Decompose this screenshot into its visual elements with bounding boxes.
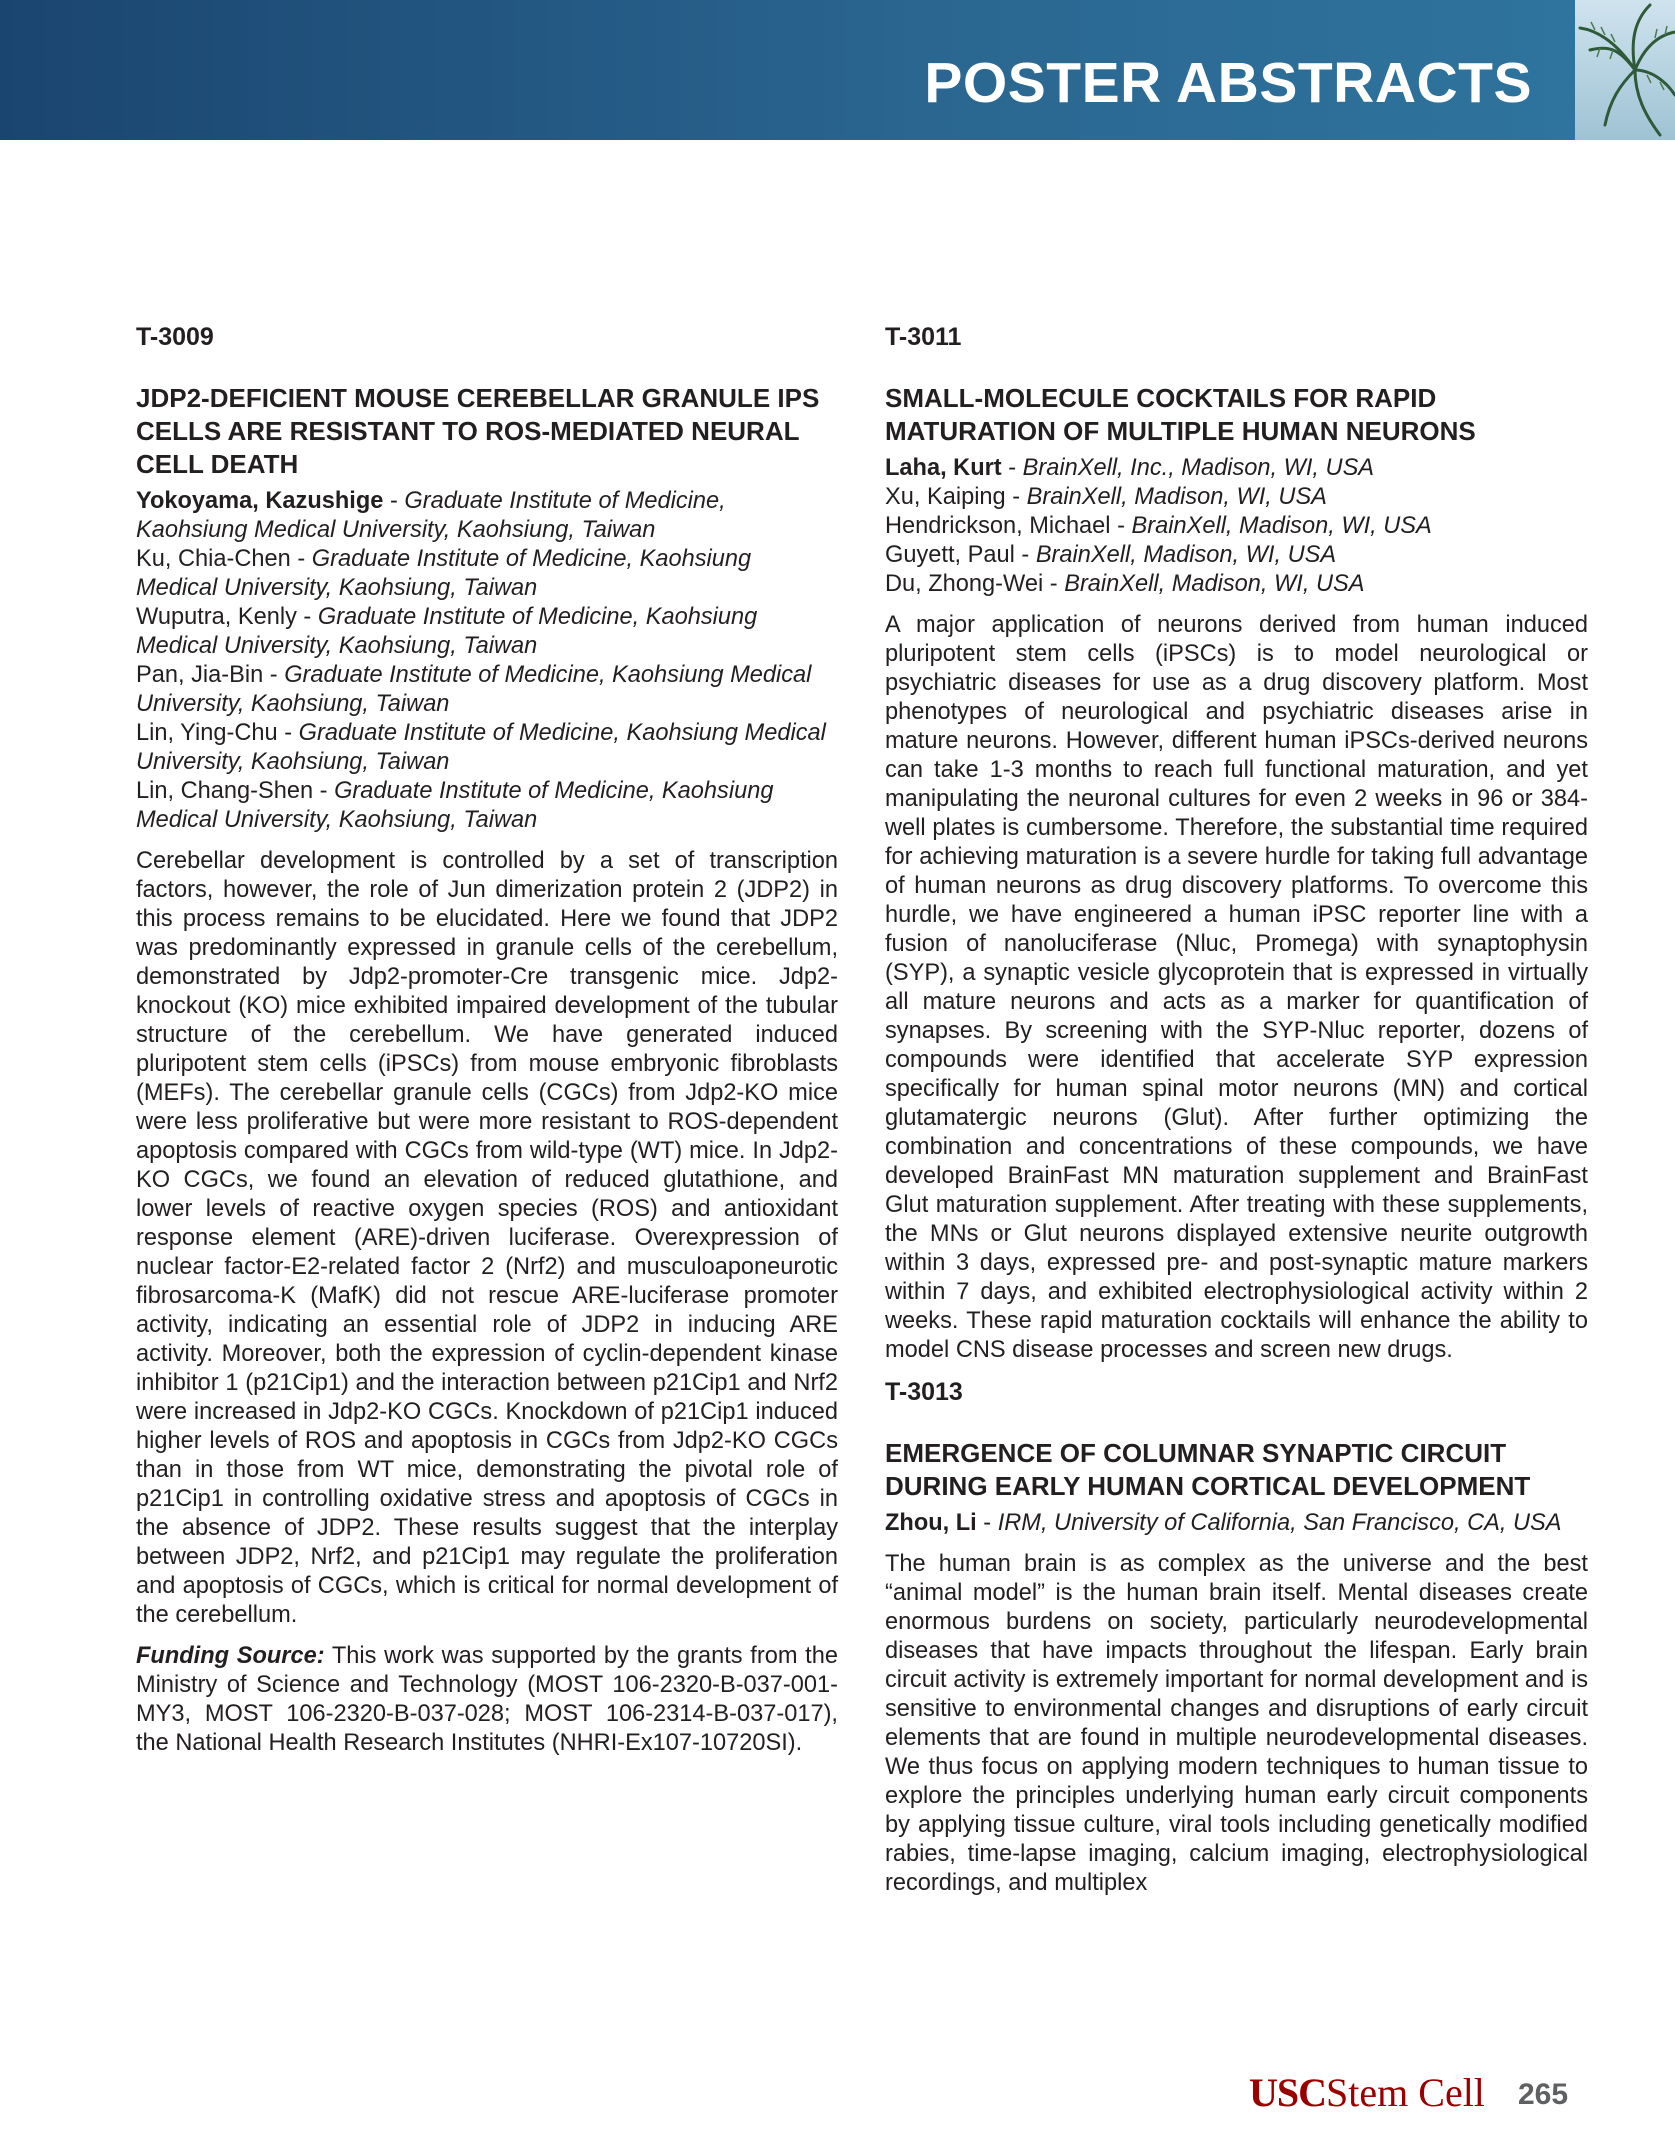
abstract-title: SMALL-MOLECULE COCKTAILS FOR RAPID MATURATION OF MULTIPLE HUMAN NEURONS	[885, 383, 1476, 446]
author-affiliation: BrainXell, Madison, WI, USA	[1131, 513, 1432, 539]
author-list	[136, 487, 838, 835]
author-affiliation: BrainXell, Madison, WI, USA	[1035, 542, 1337, 568]
author-affiliation: Graduate Institute of Medicine, Kaohsiung Medical University, Kaohsiung, Taiwan	[136, 546, 752, 601]
author-name: Xu, Kaiping	[885, 484, 1006, 510]
palm-tree-photo	[1575, 0, 1675, 140]
author-affiliation: BrainXell, Inc., Madison, WI, USA	[1022, 455, 1375, 481]
abstract-body: The human brain is as complex as the universe and the best “animal model” is the human brain itself. Mental diseases create enormous burdens on society, particularly neurodevelopmental diseases that have impacts throughout the lifespan. Early brain circuit activity is extremely important for normal development and is sensitive to environmental changes and disruptions of early circuit elements that are found in multiple neurodevelopmental diseases. We thus focus on applying modern techniques to human tissue to explore the principles underlying human early circuit components by applying tissue culture, viral tools including genetically modified rabies, time-lapse imaging, calcium imaging, electrophysiological recordings, and multiplex	[885, 1551, 1588, 1896]
author-list	[885, 1509, 1588, 1538]
author-affiliation: Graduate Institute of Medicine, Kaohsiung Medical University, Kaohsiung, Taiwan	[136, 778, 774, 833]
abstract-body: A major application of neurons derived from human induced pluripotent stem cells (iPSCs) is to model neurological or psychiatric diseases for use as a drug discovery platform. Most phenotypes of neurological and psychiatric diseases arise in mature neurons. However, different human iPSCs-derived neurons can take 1-3 months to reach full functional maturation, and yet manipulating the neuronal cultures for even 2 weeks in 96 or 384-well plates is cumbersome. Therefore, the substantial time required for achieving maturation is a severe hurdle for taking full advantage of human neurons as drug discovery platforms. To overcome this hurdle, we have engineered a human iPSC reporter line with a fusion of nanoluciferase (Nluc, Promega) with synaptophysin (SYP), a synaptic vesicle glycoprotein that is expressed in virtually all mature neurons and acts as a marker for quantification of synapses. By screening with the SYP-Nluc reporter, dozens of compounds were identified that accelerate SYP expression specifically for human spinal motor neurons (MN) and cortical glutamatergic neurons (Glut). After further optimizing the combination and concentrations of these compounds, we have developed BrainFast MN maturation supplement and BrainFast Glut maturation supplement. After treating with these supplements, the MNs or Glut neurons displayed extensive neurite outgrowth within 3 days, expressed pre- and post-synaptic mature markers within 7 days, and exhibited electrophysiological activity within 2 weeks. These rapid maturation cocktails will enhance the ability to model CNS disease processes and screen new drugs.	[885, 612, 1588, 1363]
author-affiliation: Graduate Institute of Medicine, Kaohsiung Medical University, Kaohsiung, Taiwan	[136, 720, 826, 775]
author-name: Laha, Kurt	[885, 455, 1002, 481]
author-name: Yokoyama, Kazushige	[136, 488, 384, 514]
author-entry: Zhou, Li - IRM, University of California, San Francisco, CA, USA	[885, 1510, 1562, 1536]
author-entry: Xu, Kaiping - BrainXell, Madison, WI, USA	[885, 484, 1327, 510]
author-name: Lin, Ying-Chu	[136, 720, 278, 746]
author-name: Zhou, Li	[885, 1510, 977, 1536]
author-affiliation: BrainXell, Madison, WI, USA	[1064, 571, 1365, 597]
author-affiliation: BrainXell, Madison, WI, USA	[1026, 484, 1327, 510]
author-entry: Du, Zhong-Wei - BrainXell, Madison, WI, USA	[885, 571, 1365, 597]
author-name: Du, Zhong-Wei	[885, 571, 1044, 597]
abstract-body: Cerebellar development is controlled by a set of transcription factors, however, the role of Jun dimerization protein 2 (JDP2) in this process remains to be elucidated. Here we found that JDP2 was predominantly expressed in granule cells of the cerebellum, demonstrated by Jdp2-promoter-Cre transgenic mice. Jdp2-knockout (KO) mice exhibited impaired development of the tubular structure of the cerebellum. We have generated induced pluripotent stem cells (iPSCs) from mouse embryonic fibroblasts (MEFs). The cerebellar granule cells (CGCs) from Jdp2-KO mice were less proliferative but were more resistant to ROS-dependent apoptosis compared with CGCs from wild-type (WT) mice. In Jdp2-KO CGCs, we found an elevation of reduced glutathione, and lower levels of reactive oxygen species (ROS) and antioxidant response element (ARE)-driven luciferase. Overexpression of nuclear factor-E2-related factor 2 (Nrf2) and musculoaponeurotic fibrosarcoma-K (MafK) did not rescue ARE-luciferase promoter activity, indicating an essential role of JDP2 in inducing ARE activity. Moreover, both the expression of cyclin-dependent kinase inhibitor 1 (p21Cip1) and the interaction between p21Cip1 and Nrf2 were increased in Jdp2-KO CGCs. Knockdown of p21Cip1 induced higher levels of ROS and apoptosis in CGCs from Jdp2-KO CGCs than in those from WT mice, demonstrating the pivotal role of p21Cip1 in controlling oxidative stress and apoptosis of CGCs in the absence of JDP2. These results suggest that the interplay between JDP2, Nrf2, and p21Cip1 may regulate the proliferation and apoptosis of CGCs, which is critical for normal development of the cerebellum.	[136, 848, 838, 1628]
funding-source	[136, 1642, 838, 1758]
palm-frond-icon	[1575, 0, 1675, 140]
abstract-id: T-3011	[885, 323, 962, 351]
abstract-title: EMERGENCE OF COLUMNAR SYNAPTIC CIRCUIT DURING EARLY HUMAN CORTICAL DEVELOPMENT	[885, 1438, 1531, 1501]
author-name: Hendrickson, Michael	[885, 513, 1111, 539]
page-header-banner	[0, 0, 1675, 140]
author-name: Guyett, Paul	[885, 542, 1015, 568]
abstract-t-3009	[136, 322, 838, 1758]
abstract-t-3013	[885, 1377, 1588, 1898]
section-title: POSTER ABSTRACTS	[924, 51, 1532, 115]
logo-stem-cell: Stem Cell	[1326, 2070, 1485, 2115]
author-affiliation: Graduate Institute of Medicine, Kaohsiung Medical University, Kaohsiung, Taiwan	[136, 662, 812, 717]
abstract-title: JDP2-DEFICIENT MOUSE CEREBELLAR GRANULE IPS CELLS ARE RESISTANT TO ROS-MEDIATED NEURAL CELL DEATH	[136, 383, 820, 479]
author-entry: Yokoyama, Kazushige - Graduate Institute of Medicine, Kaohsiung Medical University, Kaohsiung, Taiwan	[136, 488, 726, 543]
author-name: Pan, Jia-Bin	[136, 662, 264, 688]
author-entry: Ku, Chia-Chen - Graduate Institute of Medicine, Kaohsiung Medical University, Kaohsiung, Taiwan	[136, 546, 752, 601]
author-name: Lin, Chang-Shen	[136, 778, 314, 804]
author-entry: Lin, Chang-Shen - Graduate Institute of Medicine, Kaohsiung Medical University, Kaohsiung, Taiwan	[136, 778, 774, 833]
author-affiliation: Graduate Institute of Medicine, Kaohsiung Medical University, Kaohsiung, Taiwan	[136, 604, 758, 659]
author-name: Ku, Chia-Chen	[136, 546, 291, 572]
abstract-id: T-3009	[136, 323, 214, 351]
author-entry: Laha, Kurt - BrainXell, Inc., Madison, WI, USA	[885, 455, 1375, 481]
abstract-id: T-3013	[885, 1378, 963, 1406]
author-entry: Lin, Ying-Chu - Graduate Institute of Medicine, Kaohsiung Medical University, Kaohsiung, Taiwan	[136, 720, 826, 775]
author-affiliation: IRM, University of California, San Francisco, CA, USA	[997, 1510, 1562, 1536]
author-entry: Wuputra, Kenly - Graduate Institute of Medicine, Kaohsiung Medical University, Kaohsiung, Taiwan	[136, 604, 758, 659]
usc-stem-cell-logo	[1249, 2070, 1485, 2115]
logo-usc: USC	[1249, 2070, 1327, 2115]
funding-label: Funding Source:	[136, 1643, 325, 1669]
author-entry: Guyett, Paul - BrainXell, Madison, WI, USA	[885, 542, 1337, 568]
left-column	[136, 322, 838, 1758]
author-affiliation: Graduate Institute of Medicine, Kaohsiung Medical University, Kaohsiung, Taiwan	[136, 488, 726, 543]
funding-text: This work was supported by the grants from the Ministry of Science and Technology (MOST 106-2320-B-037-001-MY3, MOST 106-2320-B-037-028; MOST 106-2314-B-037-017), the National Health Research Institutes (NHRI-Ex107-10720SI).	[136, 1643, 838, 1756]
author-name: Wuputra, Kenly	[136, 604, 297, 630]
author-entry: Hendrickson, Michael - BrainXell, Madison, WI, USA	[885, 513, 1432, 539]
author-entry: Pan, Jia-Bin - Graduate Institute of Medicine, Kaohsiung Medical University, Kaohsiung, Taiwan	[136, 662, 812, 717]
page-number: 265	[1518, 2078, 1569, 2111]
abstract-t-3011	[885, 322, 1588, 1365]
right-column	[885, 322, 1588, 1910]
author-list	[885, 454, 1588, 599]
